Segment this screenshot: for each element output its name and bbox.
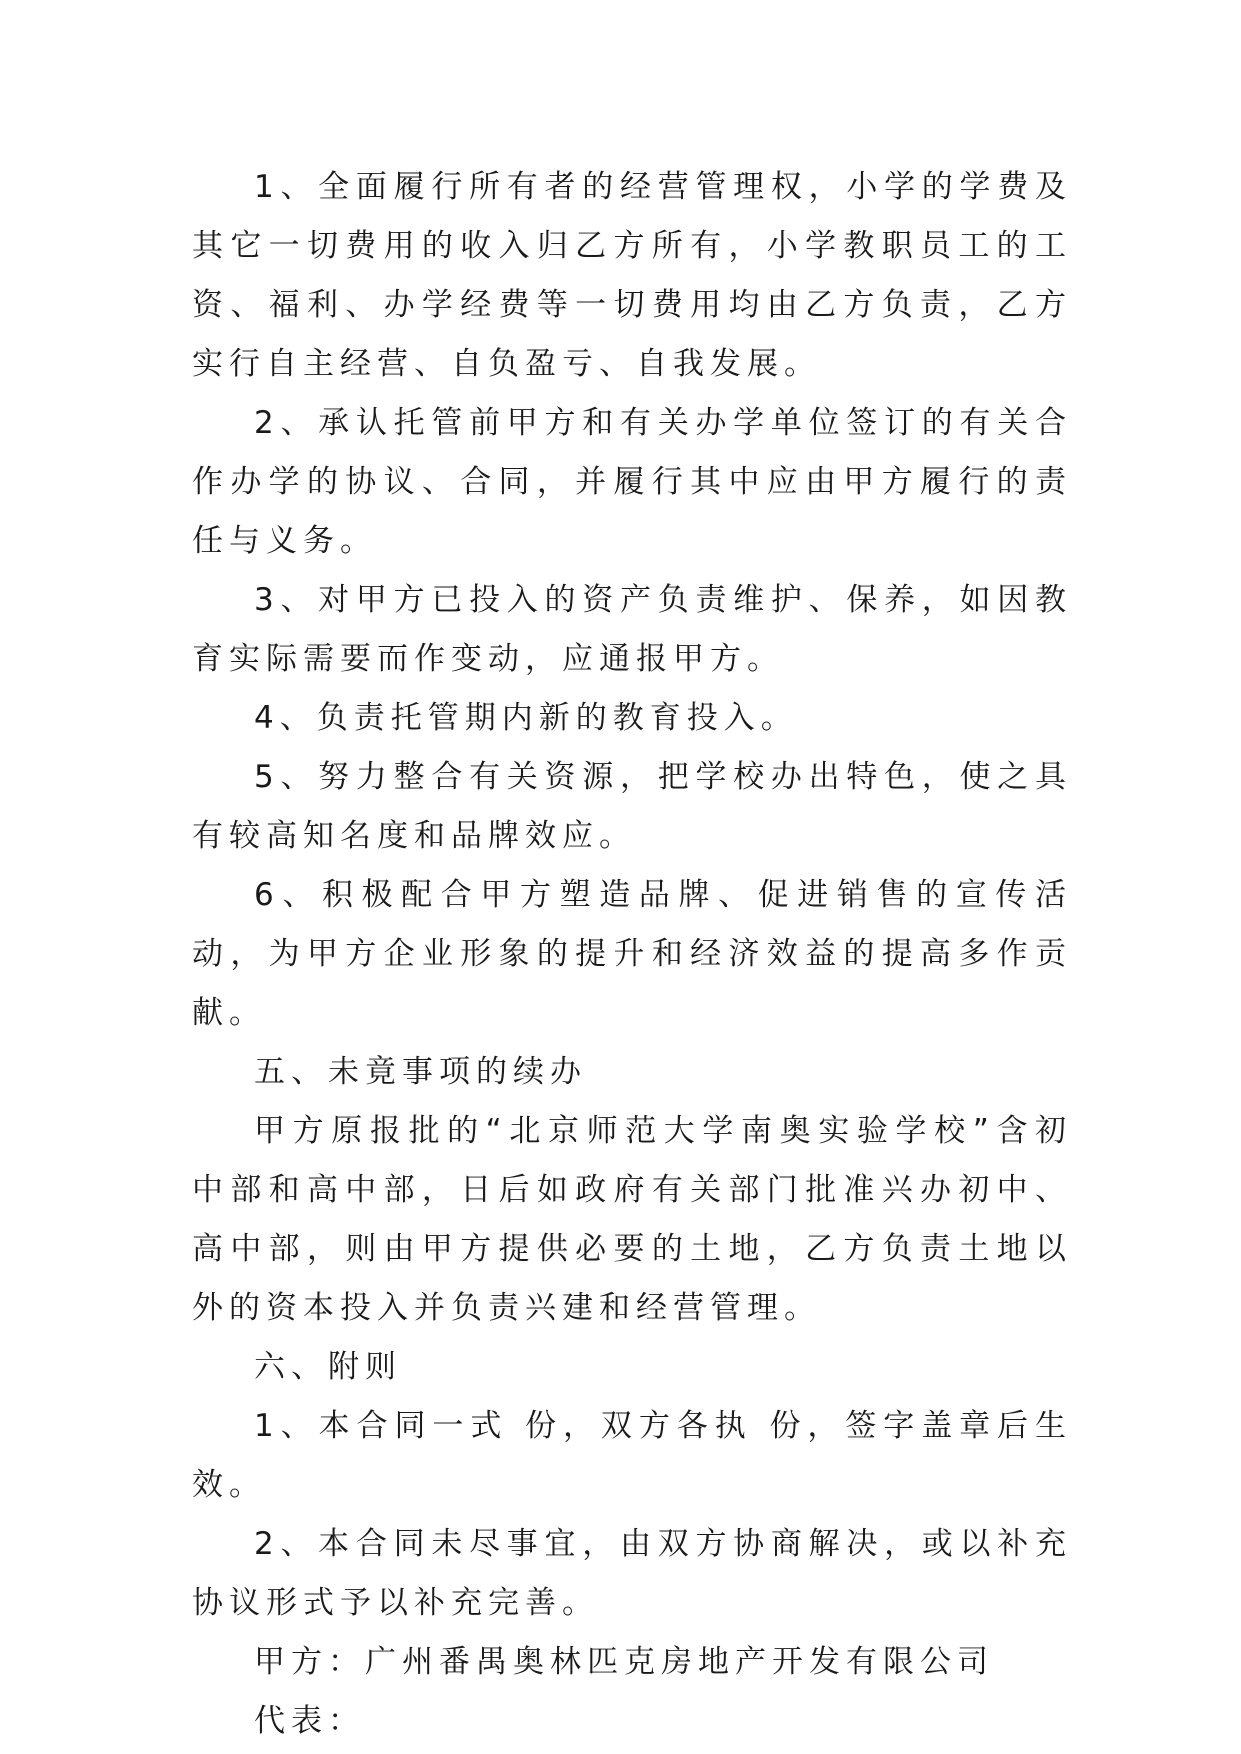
section-heading: 五、未竟事项的续办 xyxy=(254,1054,587,1090)
clause-paragraph: 4、负责托管期内新的教育投入。 xyxy=(254,700,798,736)
clause-paragraph: 1、全面履行所有者的经营管理权，小学的学费及其它一切费用的收入归乙方所有，小学教职员工的工资、福利、办学经费等一切费用均由乙方负责，乙方实行自主经营、自负盈亏、自我发展。 xyxy=(192,169,1072,382)
clause-paragraph: 3、对甲方已投入的资产负责维护、保养，如因教育实际需要而作变动，应通报甲方。 xyxy=(192,582,1072,677)
clause-paragraph: 甲方原报批的“北京师范大学南奥实验学校”含初中部和高中部，日后如政府有关部门批准兴办初中、高中部，则由甲方提供必要的土地，乙方负责土地以外的资本投入并负责兴建和经营管理。 xyxy=(192,1113,1072,1326)
representative-line: 代表： xyxy=(254,1703,365,1739)
clause-paragraph: 5、努力整合有关资源，把学校办出特色，使之具有较高知名度和品牌效应。 xyxy=(192,759,1072,854)
clause-paragraph: 2、承认托管前甲方和有关办学单位签订的有关合作办学的协议、合同，并履行其中应由甲方履行的责任与义务。 xyxy=(192,405,1072,559)
clause-paragraph: 6、积极配合甲方塑造品牌、促进销售的宣传活动，为甲方企业形象的提升和经济效益的提高多作贡献。 xyxy=(192,877,1072,1031)
document-body xyxy=(192,158,1072,1751)
clause-paragraph: 2、本合同未尽事宜，由双方协商解决，或以补充协议形式予以补充完善。 xyxy=(192,1526,1072,1621)
party-a-line: 甲方：广州番禺奥林匹克房地产开发有限公司 xyxy=(254,1644,994,1680)
section-heading: 六、附则 xyxy=(254,1349,402,1385)
clause-paragraph: 1、本合同一式 份，双方各执 份，签字盖章后生效。 xyxy=(192,1408,1072,1503)
